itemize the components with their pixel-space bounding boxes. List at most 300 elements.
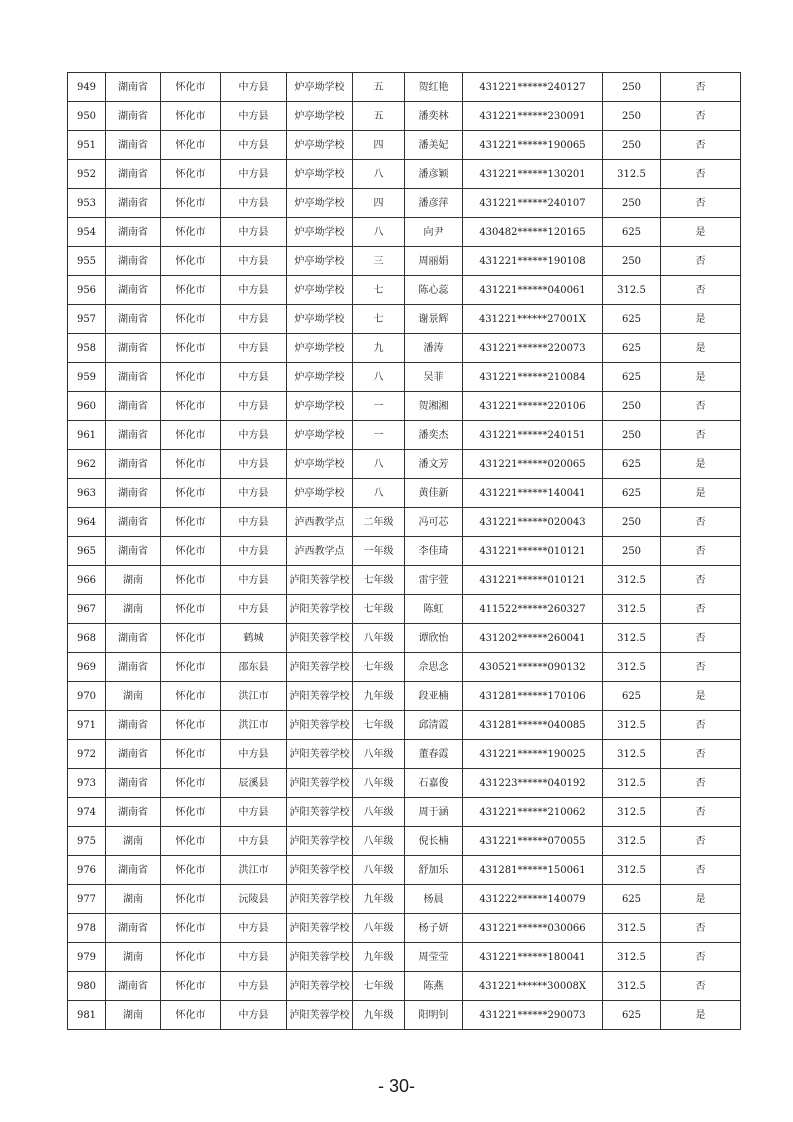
school-cell: 炉亭坳学校	[287, 73, 353, 102]
student-name-cell: 石嘉俊	[405, 769, 463, 798]
row-number-cell: 960	[68, 392, 106, 421]
amount-cell: 250	[603, 392, 661, 421]
school-cell: 炉亭坳学校	[287, 131, 353, 160]
student-name-cell: 周于涵	[405, 798, 463, 827]
student-name-cell: 贺湘湘	[405, 392, 463, 421]
table-row	[68, 1001, 741, 1030]
city-cell: 怀化市	[161, 189, 221, 218]
amount-cell: 250	[603, 508, 661, 537]
city-cell: 怀化市	[161, 334, 221, 363]
student-name-cell: 倪长楠	[405, 827, 463, 856]
province-cell: 湖南省	[106, 914, 161, 943]
amount-cell: 312.5	[603, 711, 661, 740]
id-number-cell: 431202******260041	[463, 624, 603, 653]
grade-cell: 七年级	[353, 972, 405, 1001]
city-cell: 怀化市	[161, 450, 221, 479]
id-number-cell: 431281******150061	[463, 856, 603, 885]
status-cell: 否	[661, 421, 741, 450]
id-number-cell: 431221******230091	[463, 102, 603, 131]
status-cell: 是	[661, 1001, 741, 1030]
row-number-cell: 950	[68, 102, 106, 131]
row-number-cell: 959	[68, 363, 106, 392]
status-cell: 否	[661, 740, 741, 769]
grade-cell: 八	[353, 218, 405, 247]
city-cell: 怀化市	[161, 595, 221, 624]
county-cell: 中方县	[221, 334, 287, 363]
city-cell: 怀化市	[161, 537, 221, 566]
county-cell: 中方县	[221, 131, 287, 160]
city-cell: 怀化市	[161, 566, 221, 595]
amount-cell: 250	[603, 247, 661, 276]
row-number-cell: 957	[68, 305, 106, 334]
row-number-cell: 965	[68, 537, 106, 566]
county-cell: 中方县	[221, 827, 287, 856]
table-row	[68, 885, 741, 914]
status-cell: 否	[661, 653, 741, 682]
county-cell: 中方县	[221, 421, 287, 450]
amount-cell: 312.5	[603, 856, 661, 885]
amount-cell: 312.5	[603, 827, 661, 856]
county-cell: 中方县	[221, 218, 287, 247]
city-cell: 怀化市	[161, 682, 221, 711]
amount-cell: 250	[603, 131, 661, 160]
school-cell: 泸阳芙蓉学校	[287, 624, 353, 653]
city-cell: 怀化市	[161, 392, 221, 421]
county-cell: 中方县	[221, 479, 287, 508]
city-cell: 怀化市	[161, 653, 221, 682]
county-cell: 中方县	[221, 943, 287, 972]
id-number-cell: 431221******030066	[463, 914, 603, 943]
student-subsidy-table	[67, 72, 741, 1030]
province-cell: 湖南省	[106, 276, 161, 305]
table-row	[68, 566, 741, 595]
amount-cell: 312.5	[603, 943, 661, 972]
student-name-cell: 吴菲	[405, 363, 463, 392]
county-cell: 中方县	[221, 1001, 287, 1030]
province-cell: 湖南省	[106, 769, 161, 798]
grade-cell: 八	[353, 450, 405, 479]
grade-cell: 八	[353, 479, 405, 508]
city-cell: 怀化市	[161, 798, 221, 827]
school-cell: 泸阳芙蓉学校	[287, 856, 353, 885]
grade-cell: 一	[353, 392, 405, 421]
row-number-cell: 962	[68, 450, 106, 479]
province-cell: 湖南省	[106, 131, 161, 160]
id-number-cell: 431221******190108	[463, 247, 603, 276]
school-cell: 泸西教学点	[287, 537, 353, 566]
grade-cell: 一年级	[353, 537, 405, 566]
school-cell: 泸阳芙蓉学校	[287, 914, 353, 943]
amount-cell: 312.5	[603, 624, 661, 653]
province-cell: 湖南省	[106, 363, 161, 392]
id-number-cell: 431221******240127	[463, 73, 603, 102]
amount-cell: 312.5	[603, 769, 661, 798]
page-number: - 30-	[377, 1076, 415, 1096]
school-cell: 炉亭坳学校	[287, 276, 353, 305]
province-cell: 湖南省	[106, 334, 161, 363]
id-number-cell: 431221******010121	[463, 537, 603, 566]
province-cell: 湖南	[106, 827, 161, 856]
row-number-cell: 958	[68, 334, 106, 363]
table-row	[68, 421, 741, 450]
grade-cell: 七	[353, 276, 405, 305]
grade-cell: 七年级	[353, 711, 405, 740]
county-cell: 中方县	[221, 566, 287, 595]
id-number-cell: 431221******020043	[463, 508, 603, 537]
status-cell: 是	[661, 218, 741, 247]
grade-cell: 三	[353, 247, 405, 276]
id-number-cell: 430482******120165	[463, 218, 603, 247]
province-cell: 湖南省	[106, 711, 161, 740]
id-number-cell: 431221******220073	[463, 334, 603, 363]
county-cell: 洪江市	[221, 711, 287, 740]
status-cell: 是	[661, 479, 741, 508]
student-name-cell: 黄佳新	[405, 479, 463, 508]
row-number-cell: 966	[68, 566, 106, 595]
school-cell: 泸阳芙蓉学校	[287, 711, 353, 740]
amount-cell: 250	[603, 537, 661, 566]
school-cell: 炉亭坳学校	[287, 450, 353, 479]
id-number-cell: 431221******020065	[463, 450, 603, 479]
amount-cell: 250	[603, 421, 661, 450]
province-cell: 湖南省	[106, 856, 161, 885]
province-cell: 湖南	[106, 943, 161, 972]
province-cell: 湖南	[106, 1001, 161, 1030]
grade-cell: 八年级	[353, 856, 405, 885]
county-cell: 中方县	[221, 160, 287, 189]
province-cell: 湖南	[106, 566, 161, 595]
id-number-cell: 431222******140079	[463, 885, 603, 914]
table-row	[68, 856, 741, 885]
amount-cell: 312.5	[603, 972, 661, 1001]
school-cell: 炉亭坳学校	[287, 479, 353, 508]
county-cell: 中方县	[221, 450, 287, 479]
row-number-cell: 977	[68, 885, 106, 914]
table-row	[68, 334, 741, 363]
student-name-cell: 谭欣怡	[405, 624, 463, 653]
row-number-cell: 961	[68, 421, 106, 450]
row-number-cell: 972	[68, 740, 106, 769]
table-row	[68, 740, 741, 769]
table-row	[68, 711, 741, 740]
grade-cell: 九年级	[353, 1001, 405, 1030]
row-number-cell: 976	[68, 856, 106, 885]
id-number-cell: 431221******240107	[463, 189, 603, 218]
student-name-cell: 李佳琦	[405, 537, 463, 566]
row-number-cell: 967	[68, 595, 106, 624]
id-number-cell: 431221******290073	[463, 1001, 603, 1030]
student-name-cell: 潘美妃	[405, 131, 463, 160]
county-cell: 中方县	[221, 73, 287, 102]
row-number-cell: 971	[68, 711, 106, 740]
grade-cell: 九年级	[353, 943, 405, 972]
amount-cell: 312.5	[603, 914, 661, 943]
status-cell: 否	[661, 131, 741, 160]
school-cell: 炉亭坳学校	[287, 160, 353, 189]
id-number-cell: 431221******180041	[463, 943, 603, 972]
city-cell: 怀化市	[161, 73, 221, 102]
id-number-cell: 431281******170106	[463, 682, 603, 711]
amount-cell: 625	[603, 450, 661, 479]
amount-cell: 312.5	[603, 740, 661, 769]
id-number-cell: 411522******260327	[463, 595, 603, 624]
status-cell: 否	[661, 943, 741, 972]
student-name-cell: 陈虹	[405, 595, 463, 624]
status-cell: 否	[661, 508, 741, 537]
school-cell: 泸阳芙蓉学校	[287, 972, 353, 1001]
grade-cell: 八年级	[353, 827, 405, 856]
status-cell: 否	[661, 798, 741, 827]
county-cell: 中方县	[221, 363, 287, 392]
status-cell: 否	[661, 914, 741, 943]
city-cell: 怀化市	[161, 305, 221, 334]
table-row	[68, 624, 741, 653]
city-cell: 怀化市	[161, 363, 221, 392]
school-cell: 泸阳芙蓉学校	[287, 827, 353, 856]
city-cell: 怀化市	[161, 218, 221, 247]
province-cell: 湖南省	[106, 73, 161, 102]
student-name-cell: 陈燕	[405, 972, 463, 1001]
id-number-cell: 431221******190065	[463, 131, 603, 160]
student-name-cell: 段亚楠	[405, 682, 463, 711]
province-cell: 湖南省	[106, 247, 161, 276]
county-cell: 中方县	[221, 508, 287, 537]
id-number-cell: 431221******070055	[463, 827, 603, 856]
row-number-cell: 974	[68, 798, 106, 827]
school-cell: 炉亭坳学校	[287, 102, 353, 131]
status-cell: 否	[661, 160, 741, 189]
amount-cell: 312.5	[603, 160, 661, 189]
id-number-cell: 431221******130201	[463, 160, 603, 189]
city-cell: 怀化市	[161, 740, 221, 769]
county-cell: 中方县	[221, 102, 287, 131]
school-cell: 泸阳芙蓉学校	[287, 682, 353, 711]
student-name-cell: 阳明钊	[405, 1001, 463, 1030]
school-cell: 泸阳芙蓉学校	[287, 566, 353, 595]
school-cell: 泸阳芙蓉学校	[287, 1001, 353, 1030]
row-number-cell: 953	[68, 189, 106, 218]
grade-cell: 五	[353, 73, 405, 102]
city-cell: 怀化市	[161, 943, 221, 972]
status-cell: 否	[661, 827, 741, 856]
table-row	[68, 653, 741, 682]
city-cell: 怀化市	[161, 247, 221, 276]
student-name-cell: 佘思念	[405, 653, 463, 682]
amount-cell: 312.5	[603, 276, 661, 305]
status-cell: 否	[661, 189, 741, 218]
province-cell: 湖南省	[106, 421, 161, 450]
county-cell: 中方县	[221, 740, 287, 769]
id-number-cell: 431281******040085	[463, 711, 603, 740]
student-name-cell: 潘文芳	[405, 450, 463, 479]
id-number-cell: 431221******210062	[463, 798, 603, 827]
county-cell: 中方县	[221, 247, 287, 276]
county-cell: 洪江市	[221, 856, 287, 885]
id-number-cell: 431221******27001X	[463, 305, 603, 334]
grade-cell: 五	[353, 102, 405, 131]
school-cell: 泸阳芙蓉学校	[287, 595, 353, 624]
status-cell: 否	[661, 711, 741, 740]
row-number-cell: 955	[68, 247, 106, 276]
school-cell: 炉亭坳学校	[287, 247, 353, 276]
row-number-cell: 975	[68, 827, 106, 856]
school-cell: 炉亭坳学校	[287, 392, 353, 421]
row-number-cell: 952	[68, 160, 106, 189]
table-row	[68, 247, 741, 276]
student-name-cell: 邱清霞	[405, 711, 463, 740]
grade-cell: 八年级	[353, 624, 405, 653]
student-name-cell: 雷宇萱	[405, 566, 463, 595]
school-cell: 炉亭坳学校	[287, 363, 353, 392]
school-cell: 泸阳芙蓉学校	[287, 653, 353, 682]
id-number-cell: 430521******090132	[463, 653, 603, 682]
id-number-cell: 431221******010121	[463, 566, 603, 595]
student-name-cell: 董春霞	[405, 740, 463, 769]
id-number-cell: 431221******210084	[463, 363, 603, 392]
grade-cell: 八年级	[353, 798, 405, 827]
school-cell: 炉亭坳学校	[287, 334, 353, 363]
table-row	[68, 276, 741, 305]
province-cell: 湖南省	[106, 740, 161, 769]
row-number-cell: 956	[68, 276, 106, 305]
row-number-cell: 951	[68, 131, 106, 160]
row-number-cell: 979	[68, 943, 106, 972]
amount-cell: 312.5	[603, 595, 661, 624]
grade-cell: 八	[353, 363, 405, 392]
table-row	[68, 943, 741, 972]
status-cell: 是	[661, 305, 741, 334]
city-cell: 怀化市	[161, 711, 221, 740]
amount-cell: 625	[603, 305, 661, 334]
province-cell: 湖南省	[106, 450, 161, 479]
county-cell: 中方县	[221, 972, 287, 1001]
amount-cell: 625	[603, 682, 661, 711]
row-number-cell: 978	[68, 914, 106, 943]
grade-cell: 九年级	[353, 682, 405, 711]
amount-cell: 625	[603, 1001, 661, 1030]
status-cell: 是	[661, 885, 741, 914]
grade-cell: 七	[353, 305, 405, 334]
table-row	[68, 189, 741, 218]
status-cell: 否	[661, 537, 741, 566]
city-cell: 怀化市	[161, 885, 221, 914]
grade-cell: 八	[353, 160, 405, 189]
city-cell: 怀化市	[161, 914, 221, 943]
province-cell: 湖南省	[106, 218, 161, 247]
amount-cell: 625	[603, 885, 661, 914]
amount-cell: 312.5	[603, 653, 661, 682]
city-cell: 怀化市	[161, 1001, 221, 1030]
grade-cell: 九	[353, 334, 405, 363]
table-row	[68, 798, 741, 827]
province-cell: 湖南省	[106, 798, 161, 827]
city-cell: 怀化市	[161, 102, 221, 131]
grade-cell: 七年级	[353, 566, 405, 595]
province-cell: 湖南省	[106, 972, 161, 1001]
city-cell: 怀化市	[161, 769, 221, 798]
id-number-cell: 431221******30008X	[463, 972, 603, 1001]
row-number-cell: 980	[68, 972, 106, 1001]
city-cell: 怀化市	[161, 421, 221, 450]
grade-cell: 八年级	[353, 914, 405, 943]
amount-cell: 250	[603, 73, 661, 102]
status-cell: 否	[661, 624, 741, 653]
table-row	[68, 595, 741, 624]
grade-cell: 二年级	[353, 508, 405, 537]
province-cell: 湖南省	[106, 653, 161, 682]
status-cell: 否	[661, 73, 741, 102]
province-cell: 湖南省	[106, 102, 161, 131]
school-cell: 泸阳芙蓉学校	[287, 943, 353, 972]
table-row	[68, 131, 741, 160]
grade-cell: 一	[353, 421, 405, 450]
county-cell: 中方县	[221, 189, 287, 218]
status-cell: 否	[661, 769, 741, 798]
table-row	[68, 160, 741, 189]
city-cell: 怀化市	[161, 160, 221, 189]
province-cell: 湖南	[106, 595, 161, 624]
county-cell: 中方县	[221, 537, 287, 566]
table-row	[68, 479, 741, 508]
grade-cell: 四	[353, 189, 405, 218]
row-number-cell: 954	[68, 218, 106, 247]
city-cell: 怀化市	[161, 624, 221, 653]
row-number-cell: 981	[68, 1001, 106, 1030]
province-cell: 湖南省	[106, 537, 161, 566]
status-cell: 否	[661, 595, 741, 624]
county-cell: 鹤城	[221, 624, 287, 653]
student-name-cell: 冯可芯	[405, 508, 463, 537]
school-cell: 泸阳芙蓉学校	[287, 769, 353, 798]
grade-cell: 七年级	[353, 595, 405, 624]
grade-cell: 八年级	[353, 769, 405, 798]
student-name-cell: 陈心蕊	[405, 276, 463, 305]
county-cell: 沅陵县	[221, 885, 287, 914]
status-cell: 否	[661, 566, 741, 595]
city-cell: 怀化市	[161, 827, 221, 856]
county-cell: 邵东县	[221, 653, 287, 682]
student-name-cell: 杨子妍	[405, 914, 463, 943]
status-cell: 否	[661, 276, 741, 305]
city-cell: 怀化市	[161, 972, 221, 1001]
province-cell: 湖南省	[106, 624, 161, 653]
table-row	[68, 392, 741, 421]
county-cell: 中方县	[221, 392, 287, 421]
table-row	[68, 508, 741, 537]
amount-cell: 312.5	[603, 798, 661, 827]
student-name-cell: 贺红艳	[405, 73, 463, 102]
city-cell: 怀化市	[161, 479, 221, 508]
id-number-cell: 431223******040192	[463, 769, 603, 798]
county-cell: 中方县	[221, 798, 287, 827]
status-cell: 否	[661, 856, 741, 885]
table-body	[68, 73, 741, 1030]
province-cell: 湖南省	[106, 189, 161, 218]
row-number-cell: 973	[68, 769, 106, 798]
student-name-cell: 潘涛	[405, 334, 463, 363]
city-cell: 怀化市	[161, 276, 221, 305]
student-name-cell: 潘彦萍	[405, 189, 463, 218]
school-cell: 泸西教学点	[287, 508, 353, 537]
amount-cell: 312.5	[603, 566, 661, 595]
student-name-cell: 潘彦颖	[405, 160, 463, 189]
table-row	[68, 305, 741, 334]
school-cell: 炉亭坳学校	[287, 305, 353, 334]
amount-cell: 625	[603, 479, 661, 508]
row-number-cell: 970	[68, 682, 106, 711]
student-name-cell: 舒加乐	[405, 856, 463, 885]
student-name-cell: 谢景辉	[405, 305, 463, 334]
